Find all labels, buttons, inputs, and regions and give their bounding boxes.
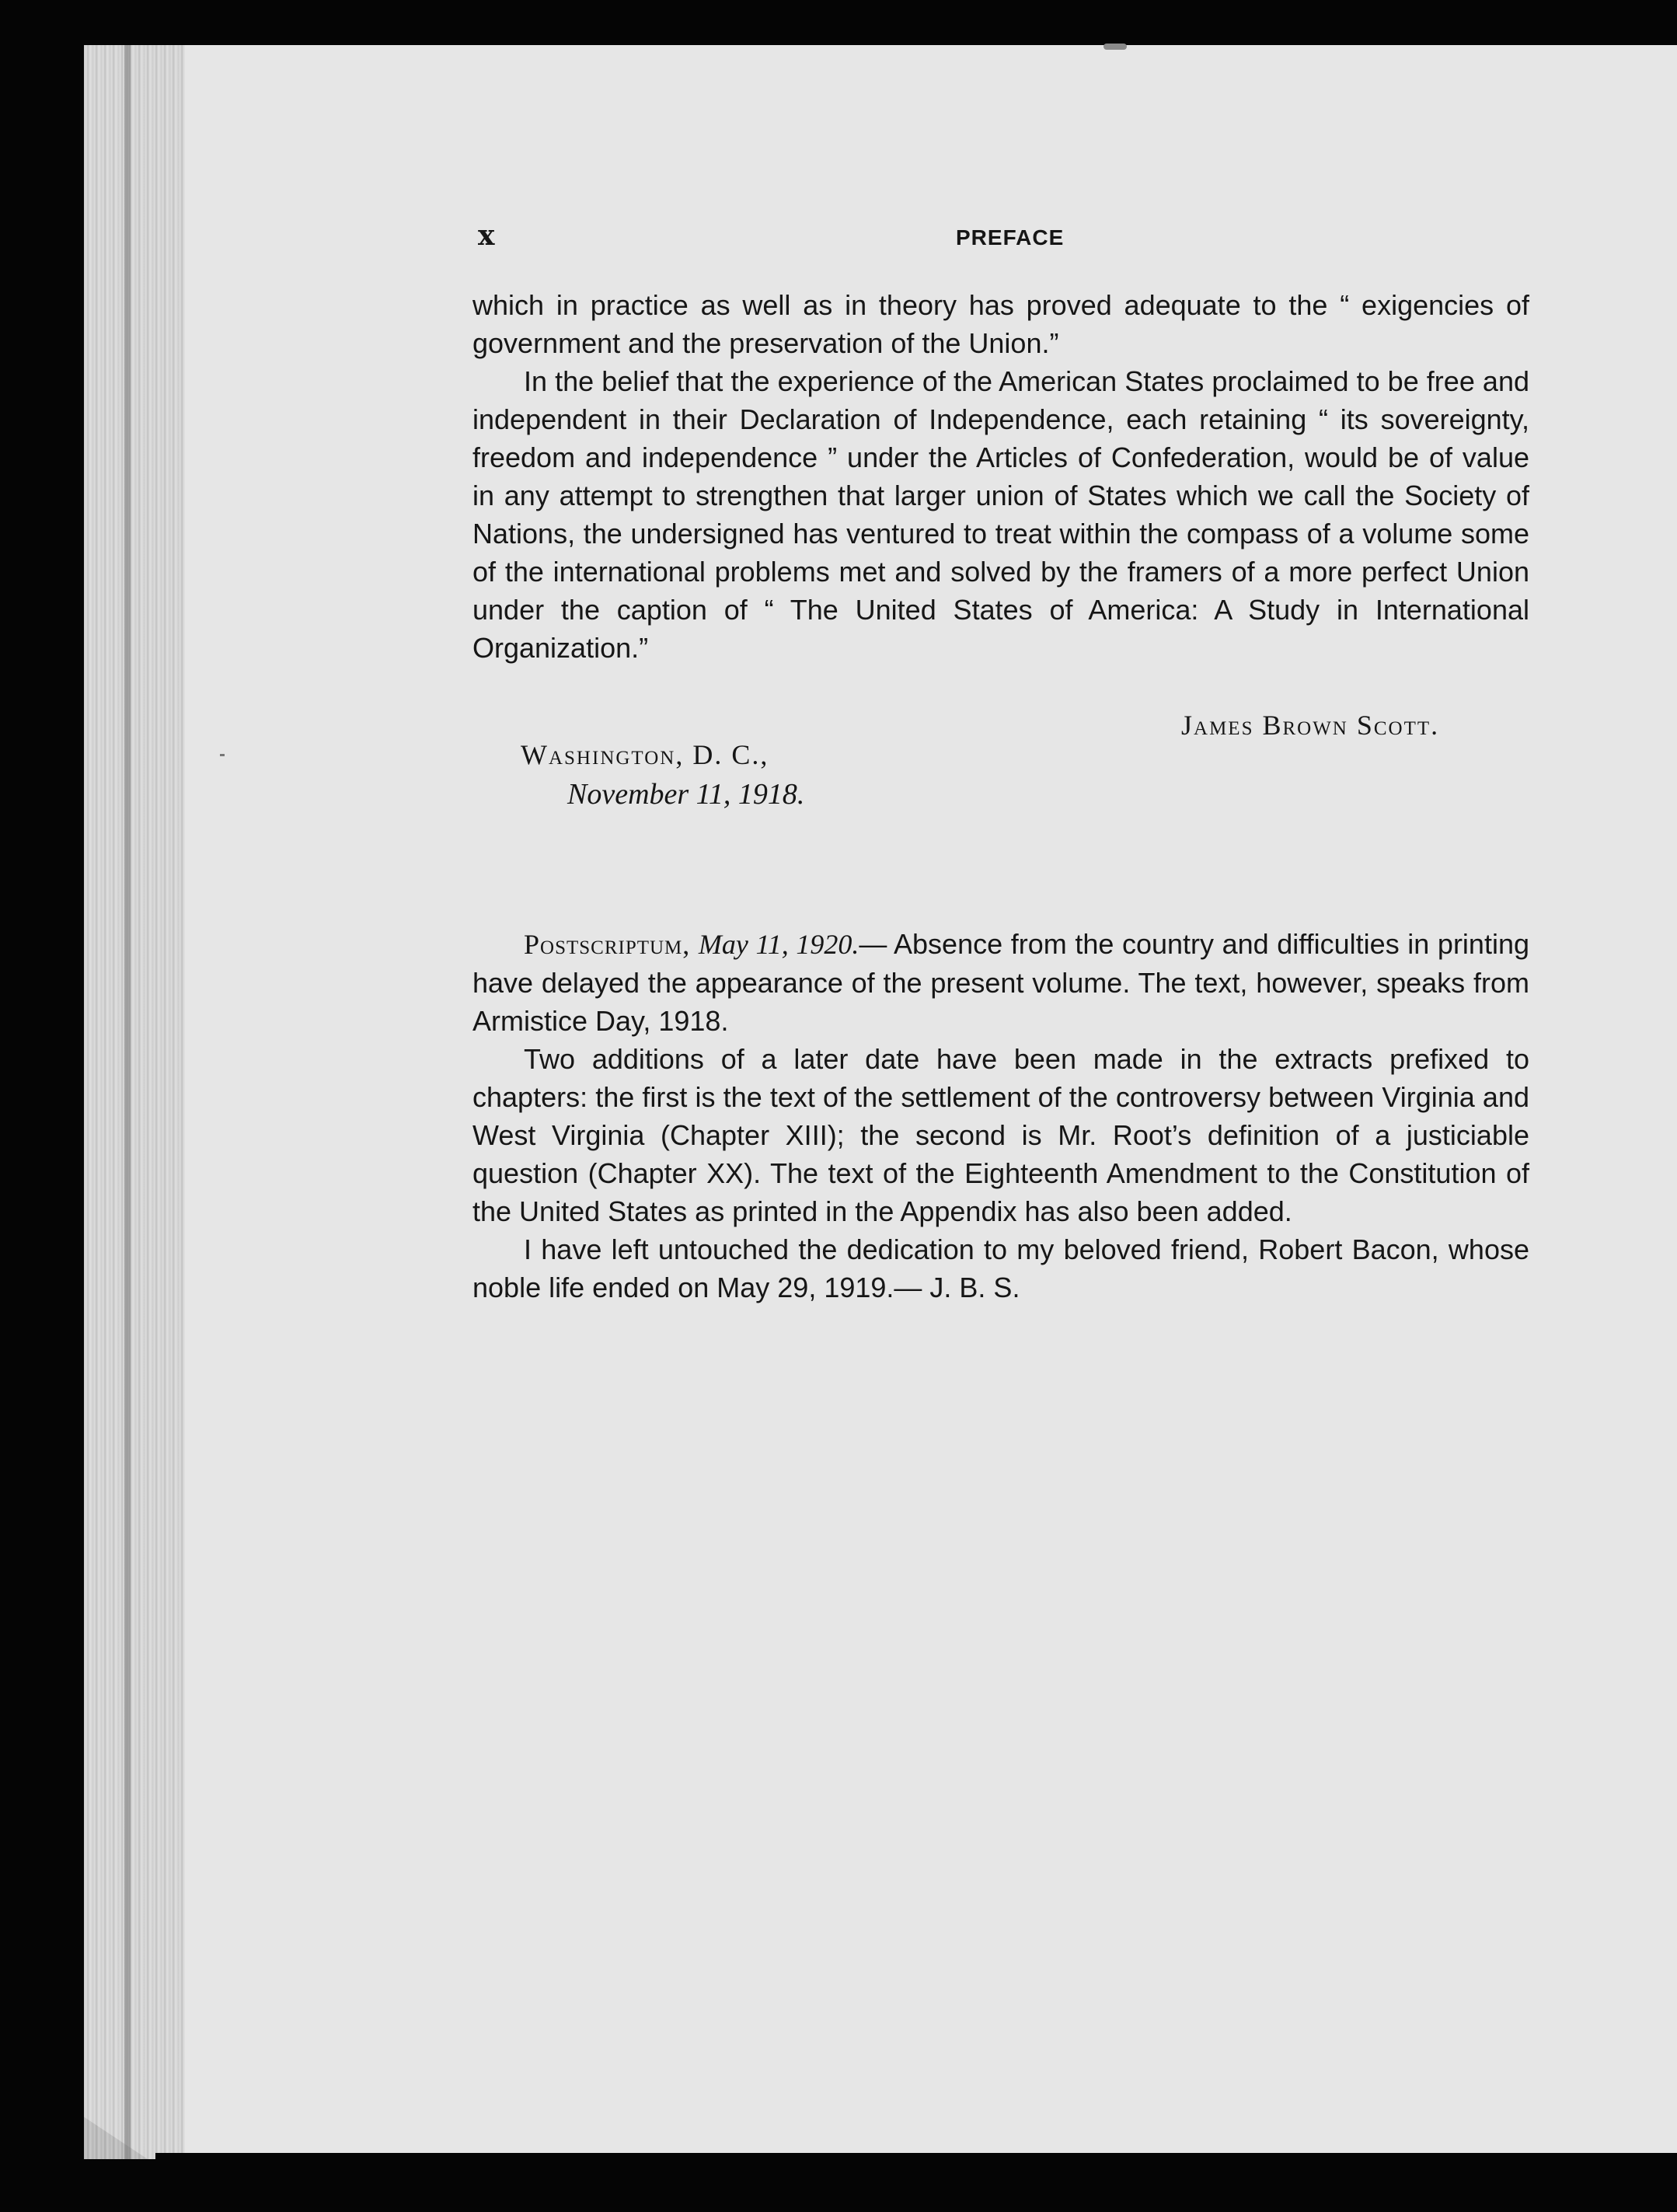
author-signature: James Brown Scott. xyxy=(1181,710,1440,741)
scan-bottom-shadow xyxy=(155,2153,1677,2212)
scan-smudge xyxy=(1103,44,1127,50)
postscript-paragraph-2: Two additions of a later date have been made in the extracts prefixed to chapters: the first is the text of the settlement of the controversy between Virginia and West Virginia (Chapter XIII); the second is Mr. Root’s definition of a justiciable question (Chapter XX). The text of the Eighteenth Amendment to the Constitution of the United States as printed in the Appendix has also been added. xyxy=(472,1043,1529,1227)
postscript-text-1: — Absence from the country and difficulties in printing have delayed the appearance of the present volume. The text, however, speaks from Armistice Day, 1918. xyxy=(472,928,1529,1037)
signature-date: November 11, 1918. xyxy=(567,778,805,811)
postscript-label: Postscriptum, xyxy=(524,929,691,960)
paragraph-2: In the belief that the experience of the American States proclaimed to be free and independent in their Declaration of Independence, each retaining “ its sovereignty, freedom and independence ” under the Articles of Confederation, would be of value in any attempt to strengthen that larger union of States which we call the Society of Nations, the undersigned has ventured to treat within the compass of a volume some of the international problems met and solved by the framers of a more perfect Union under the caption of “ The United States of America: A Study in International Organization.” xyxy=(472,365,1529,664)
paragraph-1: which in practice as well as in theory has proved adequate to the “ exigencies of government and the preservation of the Union.” xyxy=(472,289,1529,359)
postscript-paragraph-3: I have left untouched the dedication to my beloved friend, Robert Bacon, whose noble life ended on May 29, 1919.— J. B. S. xyxy=(472,1233,1529,1303)
postscript-date: May 11, 1920. xyxy=(698,929,859,960)
page-stack-edge xyxy=(84,45,185,2159)
running-head: PREFACE xyxy=(956,225,1065,249)
postscript-paragraph-1 xyxy=(472,925,1529,1040)
preface-body xyxy=(472,286,1529,667)
page-number: x xyxy=(478,219,495,252)
signature-place: Washington, D. C., xyxy=(521,739,769,770)
binding-shadow xyxy=(124,45,131,2159)
postscript xyxy=(472,925,1529,1307)
scan-mark xyxy=(220,754,225,756)
